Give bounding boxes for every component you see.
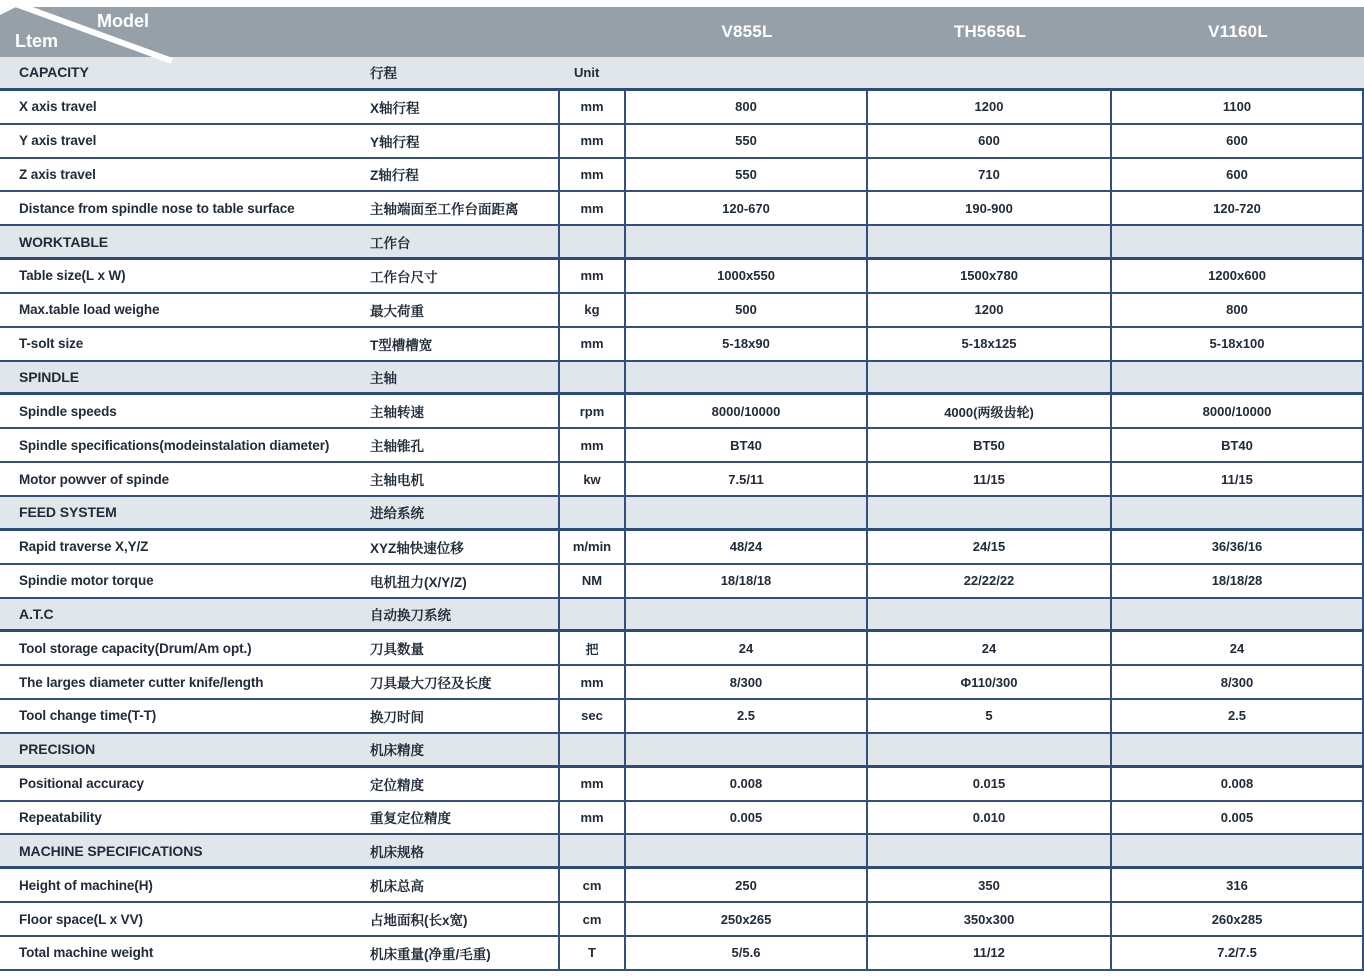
spec-value-v855l: 550 bbox=[626, 159, 868, 191]
spec-value-v1160l: 7.2/7.5 bbox=[1112, 937, 1364, 969]
section-value-cell bbox=[626, 226, 868, 257]
spec-value-v1160l: 600 bbox=[1112, 125, 1364, 157]
section-value-cell bbox=[868, 57, 1112, 88]
spec-row-the-larges-diameter-cutter-knife-length bbox=[0, 666, 1364, 700]
section-value-cell bbox=[626, 835, 868, 866]
corner-model-label: Model bbox=[97, 11, 149, 31]
spec-unit: mm bbox=[558, 91, 626, 123]
unit-column-header bbox=[558, 734, 626, 765]
spec-row-y-axis-travel bbox=[0, 125, 1364, 159]
spec-value-v855l: BT40 bbox=[626, 429, 868, 461]
spec-name-en: Y axis travel bbox=[19, 133, 97, 149]
spec-value-v1160l: 2.5 bbox=[1112, 700, 1364, 732]
spec-unit: sec bbox=[558, 700, 626, 732]
spec-value-th5656l: 350x300 bbox=[868, 903, 1112, 935]
unit-column-header bbox=[558, 226, 626, 257]
spec-name-en: T-solt size bbox=[19, 336, 84, 352]
section-row-machine-specifications bbox=[0, 835, 1364, 869]
spec-value-v1160l: 1100 bbox=[1112, 91, 1364, 123]
spec-value-v855l: 18/18/18 bbox=[626, 565, 868, 597]
model-name-v1160l: V1160L bbox=[1208, 22, 1268, 41]
spec-name-en: The larges diameter cutter knife/length bbox=[19, 674, 264, 690]
spec-unit: mm bbox=[558, 802, 626, 834]
spec-name-zh: 定位精度 bbox=[370, 777, 424, 793]
spec-value-th5656l: 5 bbox=[868, 700, 1112, 732]
section-title-zh: 自动换刀系统 bbox=[370, 607, 451, 623]
section-title-en: A.T.C bbox=[19, 605, 54, 622]
spec-name-zh: 占地面积(长x宽) bbox=[370, 913, 468, 929]
spec-name-zh: 主轴端面至工作台面距离 bbox=[370, 202, 519, 218]
section-value-cell bbox=[626, 497, 868, 528]
spec-unit: mm bbox=[558, 260, 626, 292]
section-value-cell bbox=[626, 57, 868, 88]
spec-row-z-axis-travel bbox=[0, 159, 1364, 193]
spec-value-th5656l: 190-900 bbox=[868, 192, 1112, 224]
spec-value-v1160l: 8/300 bbox=[1112, 666, 1364, 698]
section-row-a-t-c bbox=[0, 599, 1364, 633]
spec-value-v855l: 24 bbox=[626, 632, 868, 664]
spec-name-zh: XYZ轴快速位移 bbox=[370, 540, 464, 556]
unit-column-header: Unit bbox=[574, 64, 600, 80]
spec-value-v855l: 550 bbox=[626, 125, 868, 157]
section-value-cell bbox=[1112, 734, 1364, 765]
spec-value-th5656l: 24/15 bbox=[868, 531, 1112, 563]
spec-unit: mm bbox=[558, 192, 626, 224]
model-name-v855l: V855L bbox=[721, 22, 773, 41]
spec-unit: mm bbox=[558, 429, 626, 461]
spec-row-t-solt-size bbox=[0, 328, 1364, 362]
spec-value-th5656l: BT50 bbox=[868, 429, 1112, 461]
spec-row-repeatability bbox=[0, 802, 1364, 836]
spec-value-v1160l: 24 bbox=[1112, 632, 1364, 664]
section-value-cell bbox=[868, 226, 1112, 257]
spec-name-en: X axis travel bbox=[19, 99, 97, 115]
spec-value-v1160l: 120-720 bbox=[1112, 192, 1364, 224]
section-value-cell bbox=[868, 734, 1112, 765]
spec-value-v1160l: 800 bbox=[1112, 294, 1364, 326]
section-value-cell bbox=[868, 599, 1112, 630]
spec-unit: NM bbox=[558, 565, 626, 597]
spec-row-spindle-specifications-modeinstalation-diameter bbox=[0, 429, 1364, 463]
spec-value-v1160l: 0.008 bbox=[1112, 768, 1364, 800]
spec-value-v855l: 7.5/11 bbox=[626, 463, 868, 495]
spec-name-en: Spindle speeds bbox=[19, 403, 117, 419]
spec-name-zh: 最大荷重 bbox=[370, 303, 424, 319]
spec-name-en: Distance from spindle nose to table surface bbox=[19, 200, 295, 216]
spec-name-zh: 电机扭力(X/Y/Z) bbox=[370, 574, 467, 590]
unit-column-header bbox=[558, 599, 626, 630]
spec-unit: kw bbox=[558, 463, 626, 495]
section-title-en: SPINDLE bbox=[19, 369, 79, 386]
spec-name-zh: 刀具最大刀径及长度 bbox=[370, 676, 492, 692]
section-title-zh: 进给系统 bbox=[370, 506, 424, 522]
spec-row-spindle-speeds bbox=[0, 395, 1364, 429]
section-value-cell bbox=[1112, 57, 1364, 88]
section-title-en: FEED SYSTEM bbox=[19, 504, 117, 521]
spec-value-v855l: 8000/10000 bbox=[626, 395, 868, 427]
corner-item-label: Ltem bbox=[15, 31, 59, 51]
spec-name-zh: 机床重量(净重/毛重) bbox=[370, 946, 491, 962]
spec-unit: mm bbox=[558, 666, 626, 698]
spec-name-zh: 主轴锥孔 bbox=[370, 439, 424, 455]
spec-name-en: Tool change time(T-T) bbox=[19, 708, 157, 724]
section-title-zh: 主轴 bbox=[370, 371, 397, 387]
spec-row-table-size-l-x-w bbox=[0, 260, 1364, 294]
section-row-capacity bbox=[0, 57, 1364, 91]
spec-unit: 把 bbox=[558, 632, 626, 664]
spec-row-tool-change-time-t-t bbox=[0, 700, 1364, 734]
spec-unit: mm bbox=[558, 328, 626, 360]
section-title-en: PRECISION bbox=[19, 741, 96, 758]
spec-name-zh: 主轴转速 bbox=[370, 405, 424, 421]
spec-value-v1160l: 0.005 bbox=[1112, 802, 1364, 834]
spec-name-zh: Y轴行程 bbox=[370, 134, 420, 150]
spec-value-v855l: 120-670 bbox=[626, 192, 868, 224]
section-value-cell bbox=[626, 599, 868, 630]
spec-unit: cm bbox=[558, 903, 626, 935]
spec-name-zh: X轴行程 bbox=[370, 100, 420, 116]
spec-unit: rpm bbox=[558, 395, 626, 427]
spec-unit: m/min bbox=[558, 531, 626, 563]
section-title-zh: 机床精度 bbox=[370, 743, 424, 759]
spec-row-motor-powver-of-spinde bbox=[0, 463, 1364, 497]
spec-name-zh: 换刀时间 bbox=[370, 709, 424, 725]
spec-value-v855l: 2.5 bbox=[626, 700, 868, 732]
spec-unit: mm bbox=[558, 125, 626, 157]
model-header-row bbox=[0, 7, 1364, 57]
section-value-cell bbox=[1112, 599, 1364, 630]
spec-value-v855l: 250 bbox=[626, 869, 868, 901]
spec-unit: cm bbox=[558, 869, 626, 901]
spec-name-en: Spindie motor torque bbox=[19, 573, 154, 589]
spec-value-v1160l: 5-18x100 bbox=[1112, 328, 1364, 360]
section-value-cell bbox=[868, 362, 1112, 393]
spec-name-en: Max.table load weighe bbox=[19, 302, 160, 318]
spec-value-th5656l: 5-18x125 bbox=[868, 328, 1112, 360]
spec-name-zh: T型槽槽宽 bbox=[370, 337, 433, 353]
spec-name-zh: 机床总高 bbox=[370, 879, 424, 895]
spec-value-v1160l: 316 bbox=[1112, 869, 1364, 901]
spec-value-th5656l: 1500x780 bbox=[868, 260, 1112, 292]
section-row-spindle bbox=[0, 362, 1364, 396]
spec-unit: kg bbox=[558, 294, 626, 326]
spec-value-v855l: 800 bbox=[626, 91, 868, 123]
spec-value-th5656l: 0.010 bbox=[868, 802, 1112, 834]
spec-value-th5656l: 11/12 bbox=[868, 937, 1112, 969]
spec-name-en: Rapid traverse X,Y/Z bbox=[19, 539, 149, 555]
spec-value-th5656l: 1200 bbox=[868, 91, 1112, 123]
spec-value-v855l: 8/300 bbox=[626, 666, 868, 698]
spec-value-th5656l: 710 bbox=[868, 159, 1112, 191]
section-value-cell bbox=[1112, 497, 1364, 528]
spec-name-en: Z axis travel bbox=[19, 166, 96, 182]
spec-name-zh: 重复定位精度 bbox=[370, 811, 451, 827]
spec-unit: mm bbox=[558, 159, 626, 191]
spec-name-en: Total machine weight bbox=[19, 945, 154, 961]
spec-value-th5656l: 11/15 bbox=[868, 463, 1112, 495]
spec-name-en: Motor powver of spinde bbox=[19, 471, 170, 487]
spec-sheet bbox=[0, 7, 1364, 979]
spec-value-th5656l: 600 bbox=[868, 125, 1112, 157]
spec-row-spindie-motor-torque bbox=[0, 565, 1364, 599]
spec-value-th5656l: 0.015 bbox=[868, 768, 1112, 800]
spec-value-v855l: 250x265 bbox=[626, 903, 868, 935]
spec-row-max-table-load-weighe bbox=[0, 294, 1364, 328]
spec-row-total-machine-weight bbox=[0, 937, 1364, 971]
unit-column-header bbox=[558, 497, 626, 528]
spec-value-v1160l: 11/15 bbox=[1112, 463, 1364, 495]
section-value-cell bbox=[1112, 226, 1364, 257]
spec-value-v1160l: 600 bbox=[1112, 159, 1364, 191]
spec-row-positional-accuracy bbox=[0, 768, 1364, 802]
spec-value-v1160l: 18/18/28 bbox=[1112, 565, 1364, 597]
spec-row-rapid-traverse-x-y-z bbox=[0, 531, 1364, 565]
spec-name-en: Positional accuracy bbox=[19, 776, 144, 792]
spec-name-zh: 工作台尺寸 bbox=[370, 269, 438, 285]
spec-value-v1160l: 36/36/16 bbox=[1112, 531, 1364, 563]
spec-name-zh: 主轴电机 bbox=[370, 473, 424, 489]
spec-value-v855l: 500 bbox=[626, 294, 868, 326]
section-title-en: MACHINE SPECIFICATIONS bbox=[19, 842, 203, 859]
spec-name-en: Repeatability bbox=[19, 809, 102, 825]
spec-name-en: Spindle specifications(modeinstalation diameter) bbox=[19, 437, 330, 453]
spec-value-th5656l: 24 bbox=[868, 632, 1112, 664]
section-value-cell bbox=[1112, 362, 1364, 393]
spec-value-v855l: 1000x550 bbox=[626, 260, 868, 292]
section-row-precision bbox=[0, 734, 1364, 768]
spec-row-height-of-machine-h bbox=[0, 869, 1364, 903]
spec-value-v855l: 0.005 bbox=[626, 802, 868, 834]
section-value-cell bbox=[868, 497, 1112, 528]
spec-name-en: Height of machine(H) bbox=[19, 877, 153, 893]
spec-value-v1160l: 1200x600 bbox=[1112, 260, 1364, 292]
spec-name-zh: 刀具数量 bbox=[370, 642, 424, 658]
section-value-cell bbox=[868, 835, 1112, 866]
unit-column-header bbox=[558, 835, 626, 866]
spec-value-v855l: 5-18x90 bbox=[626, 328, 868, 360]
section-title-en: CAPACITY bbox=[19, 64, 89, 81]
spec-name-en: Tool storage capacity(Drum/Am opt.) bbox=[19, 640, 252, 656]
spec-name-zh: Z轴行程 bbox=[370, 168, 419, 184]
section-value-cell bbox=[626, 362, 868, 393]
corner-cell bbox=[0, 7, 200, 57]
spec-name-en: Table size(L x W) bbox=[19, 268, 126, 284]
spec-row-floor-space-l-x-vv bbox=[0, 903, 1364, 937]
section-row-worktable bbox=[0, 226, 1364, 260]
spec-row-distance-from-spindle-nose-to-table-surface bbox=[0, 192, 1364, 226]
spec-unit: T bbox=[558, 937, 626, 969]
spec-value-v855l: 5/5.6 bbox=[626, 937, 868, 969]
spec-value-th5656l: Φ110/300 bbox=[868, 666, 1112, 698]
spec-row-tool-storage-capacity-drum-am-opt bbox=[0, 632, 1364, 666]
spec-value-th5656l: 1200 bbox=[868, 294, 1112, 326]
spec-table bbox=[0, 57, 1364, 971]
spec-unit: mm bbox=[558, 768, 626, 800]
section-title-zh: 行程 bbox=[370, 66, 397, 82]
spec-value-th5656l: 22/22/22 bbox=[868, 565, 1112, 597]
spec-value-v855l: 0.008 bbox=[626, 768, 868, 800]
spec-value-th5656l: 350 bbox=[868, 869, 1112, 901]
section-value-cell bbox=[626, 734, 868, 765]
model-name-th5656l: TH5656L bbox=[953, 22, 1027, 41]
unit-column-header bbox=[558, 362, 626, 393]
section-title-en: WORKTABLE bbox=[19, 233, 109, 250]
section-title-zh: 机床规格 bbox=[370, 844, 424, 860]
spec-value-v1160l: 8000/10000 bbox=[1112, 395, 1364, 427]
spec-value-v855l: 48/24 bbox=[626, 531, 868, 563]
spec-value-v1160l: BT40 bbox=[1112, 429, 1364, 461]
section-row-feed-system bbox=[0, 497, 1364, 531]
spec-value-th5656l: 4000(两级齿轮) bbox=[868, 395, 1112, 427]
spec-value-v1160l: 260x285 bbox=[1112, 903, 1364, 935]
spec-row-x-axis-travel bbox=[0, 91, 1364, 125]
spec-name-en: Floor space(L x VV) bbox=[19, 911, 143, 927]
section-title-zh: 工作台 bbox=[370, 235, 411, 251]
section-value-cell bbox=[1112, 835, 1364, 866]
